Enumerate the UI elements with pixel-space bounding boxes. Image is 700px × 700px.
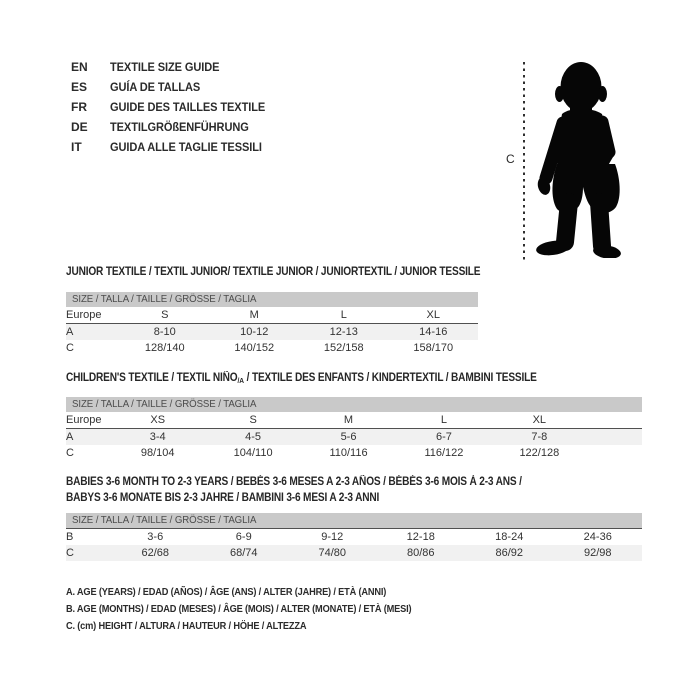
value-cell: 62/68 bbox=[141, 547, 170, 559]
babies-age-row bbox=[66, 529, 642, 545]
language-row-it bbox=[71, 137, 279, 157]
value-cell: 128/140 bbox=[144, 342, 185, 354]
footnote-age-years: A. AGE (YEARS) / EDAD (AÑOS) / ÂGE (ANS) / ALTER (JAHRE) / ETÀ (ANNI) bbox=[66, 586, 387, 598]
filler-cell bbox=[587, 429, 642, 445]
babies-height-row bbox=[66, 545, 642, 561]
size-cell: M bbox=[249, 309, 259, 321]
value-cell: 12-13 bbox=[329, 326, 358, 338]
value-cell: 6-9 bbox=[235, 531, 252, 543]
value-cell: 18-24 bbox=[495, 531, 524, 543]
junior-age-row bbox=[66, 324, 478, 340]
value-cell: 14-16 bbox=[419, 326, 448, 338]
row-label: A bbox=[66, 431, 74, 443]
size-cell: L bbox=[340, 309, 347, 321]
children-heading-subscript: /A bbox=[237, 376, 245, 385]
language-label: GUIDA ALLE TAGLIE TESSILI bbox=[110, 140, 262, 154]
value-cell: 98/104 bbox=[140, 447, 175, 459]
row-label: C bbox=[66, 547, 74, 559]
children-age-row bbox=[66, 429, 642, 445]
value-cell: 80/86 bbox=[406, 547, 435, 559]
value-cell: 8-10 bbox=[153, 326, 176, 338]
footnote-height-cm: C. (cm) HEIGHT / ALTURA / HAUTEUR / HÖHE / ALTEZZA bbox=[66, 620, 307, 632]
value-cell: 158/170 bbox=[413, 342, 454, 354]
value-cell: 110/116 bbox=[329, 447, 368, 459]
language-code: EN bbox=[71, 60, 88, 74]
junior-size-bar: SIZE / TALLA / TAILLE / GRÖSSE / TAGLIA bbox=[66, 292, 478, 307]
row-label: B bbox=[66, 531, 74, 543]
language-label: TEXTILGRÖßENFÜHRUNG bbox=[110, 120, 249, 134]
value-cell: 9-12 bbox=[321, 531, 344, 543]
value-cell: 3-4 bbox=[149, 431, 166, 443]
value-cell: 6-7 bbox=[435, 431, 452, 443]
height-measure-dotted-line bbox=[523, 62, 525, 260]
size-cell: XL bbox=[426, 309, 440, 321]
size-cell: S bbox=[161, 309, 169, 321]
language-list bbox=[71, 57, 279, 157]
junior-europe-row bbox=[66, 307, 478, 324]
value-cell: 5-6 bbox=[340, 431, 357, 443]
babies-heading: BABIES 3-6 MONTH TO 2-3 YEARS / BEBÉS 3-6 MESES A 2-3 AÑOS / BÉBÉS 3-6 MOIS À 2-3 ANS / BABYS 3-6 MONATE BIS 2-3 JAHRE / BAMBINI 3-6 MESI A 2-3 ANNI bbox=[66, 476, 522, 504]
value-cell: 152/158 bbox=[323, 342, 364, 354]
language-row-en bbox=[71, 57, 279, 77]
size-cell: M bbox=[343, 414, 354, 426]
children-heading: CHILDREN'S TEXTILE / TEXTIL $NIÑO_{/A}$ / TEXTILE DES ENFANTS / KINDERTEXTIL / BAMBINI TESSILE bbox=[66, 372, 537, 385]
language-label: GUÍA DE TALLAS bbox=[110, 80, 201, 94]
value-cell: 92/98 bbox=[583, 547, 612, 559]
language-code: FR bbox=[71, 100, 87, 114]
language-label: TEXTILE SIZE GUIDE bbox=[110, 60, 220, 74]
value-cell: 122/128 bbox=[519, 447, 560, 459]
size-cell: S bbox=[249, 414, 257, 426]
language-label: GUIDE DES TAILLES TEXTILE bbox=[110, 100, 266, 114]
row-label: Europe bbox=[66, 414, 102, 426]
babies-section bbox=[66, 474, 642, 561]
value-cell: 3-6 bbox=[147, 531, 164, 543]
language-code: IT bbox=[71, 140, 82, 154]
size-cell: XL bbox=[532, 414, 547, 426]
filler-cell bbox=[587, 412, 642, 428]
value-cell: 74/80 bbox=[318, 547, 347, 559]
language-row-de bbox=[71, 117, 279, 137]
language-row-es bbox=[71, 77, 279, 97]
filler-cell bbox=[587, 445, 642, 461]
size-cell: L bbox=[440, 414, 447, 426]
language-code: DE bbox=[71, 120, 88, 134]
value-cell: 10-12 bbox=[240, 326, 269, 338]
junior-section bbox=[66, 266, 481, 356]
row-label: Europe bbox=[66, 309, 102, 321]
row-label: A bbox=[66, 326, 74, 338]
junior-height-row bbox=[66, 340, 478, 356]
value-cell: 140/152 bbox=[234, 342, 275, 354]
value-cell: 12-18 bbox=[406, 531, 435, 543]
legend-footnotes bbox=[66, 584, 459, 635]
babies-size-bar: SIZE / TALLA / TAILLE / GRÖSSE / TAGLIA bbox=[66, 513, 642, 529]
children-height-row bbox=[66, 445, 642, 461]
junior-heading: JUNIOR TEXTILE / TEXTIL JUNIOR/ TEXTILE JUNIOR / JUNIORTEXTIL / JUNIOR TESSILE bbox=[66, 266, 481, 278]
language-code: ES bbox=[71, 80, 88, 94]
language-row-fr bbox=[71, 97, 279, 117]
value-cell: 68/74 bbox=[229, 547, 258, 559]
children-section bbox=[66, 372, 642, 461]
baby-silhouette-image bbox=[532, 60, 654, 258]
value-cell: 7-8 bbox=[531, 431, 548, 443]
value-cell: 24-36 bbox=[583, 531, 612, 543]
height-measure-label: C bbox=[506, 152, 515, 166]
footnote-age-months: B. AGE (MONTHS) / EDAD (MESES) / ÂGE (MOIS) / ALTER (MONATE) / ETÀ (MESI) bbox=[66, 603, 412, 615]
value-cell: 116/122 bbox=[424, 447, 464, 459]
value-cell: 4-5 bbox=[245, 431, 262, 443]
children-size-bar: SIZE / TALLA / TAILLE / GRÖSSE / TAGLIA bbox=[66, 397, 642, 412]
row-label: C bbox=[66, 447, 74, 459]
children-europe-row bbox=[66, 412, 642, 429]
value-cell: 86/92 bbox=[495, 547, 524, 559]
size-cell: XS bbox=[150, 414, 166, 426]
value-cell: 104/110 bbox=[233, 447, 273, 459]
row-label: C bbox=[66, 342, 74, 354]
